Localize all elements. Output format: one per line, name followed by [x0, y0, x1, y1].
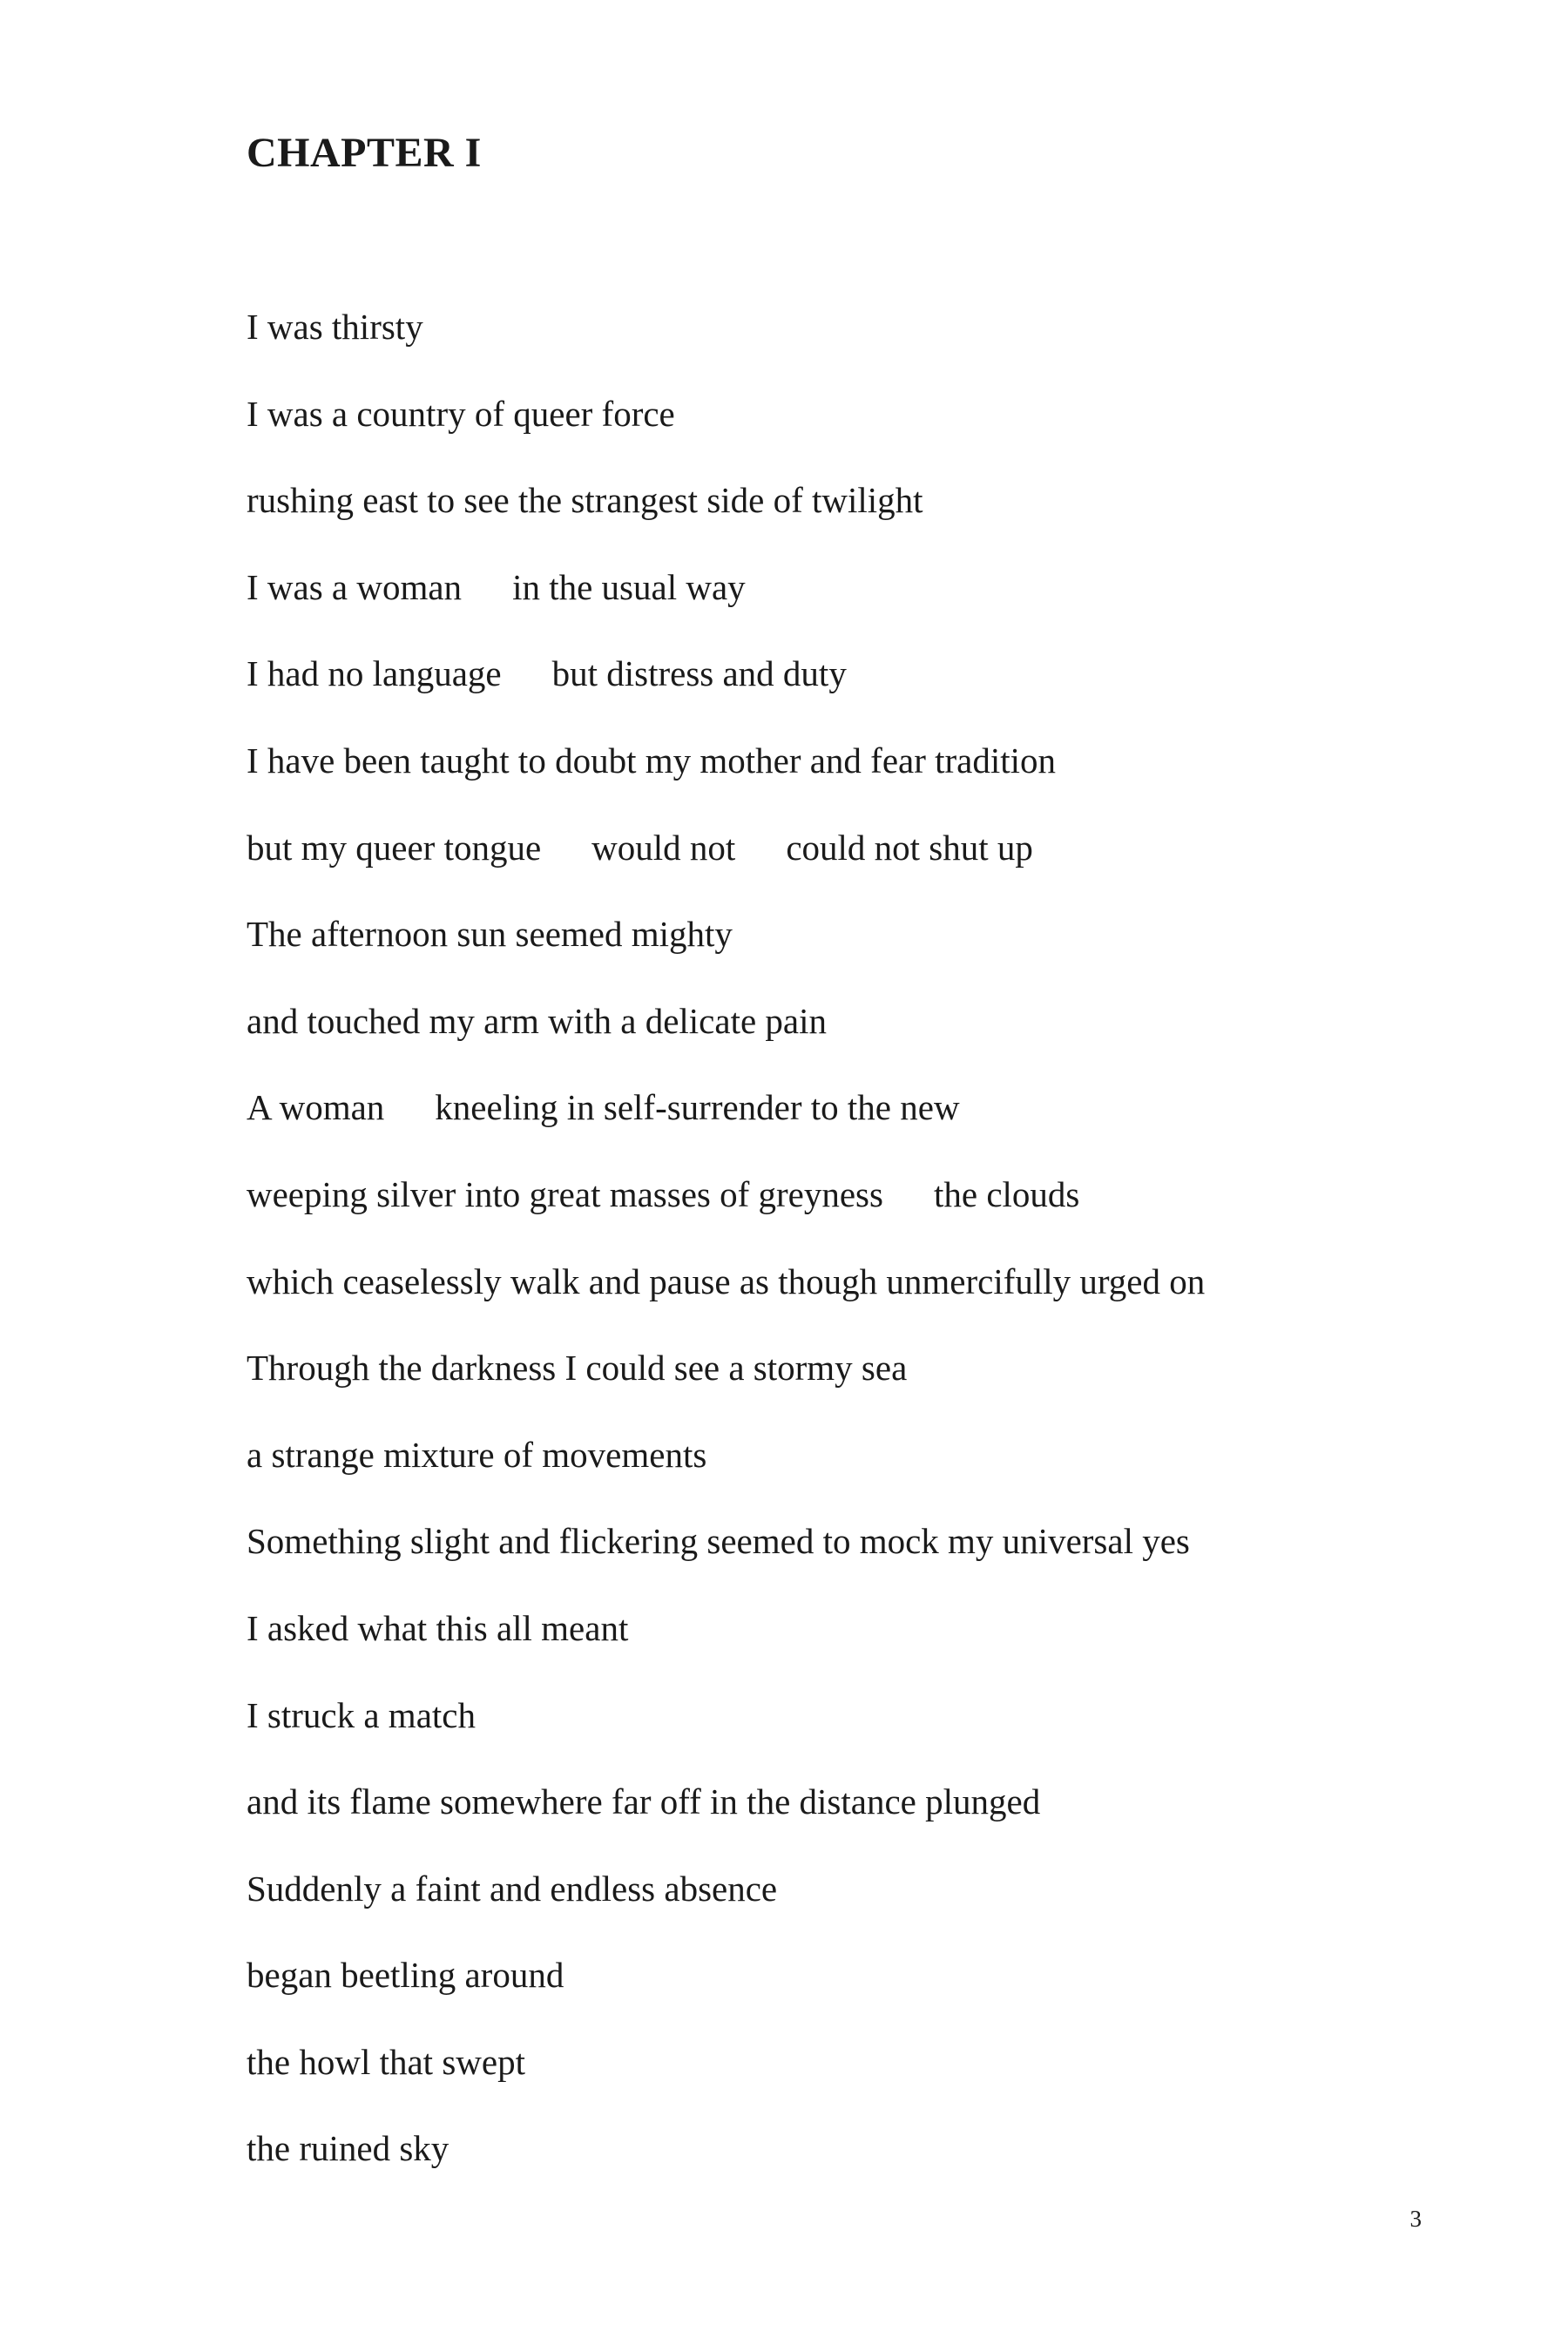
poem-line-segment: and its flame somewhere far off in the distance plunged: [247, 1781, 1041, 1822]
poem-line: [247, 1868, 1205, 1958]
poem-line-segment: I was a woman: [247, 566, 463, 607]
poem-line-segment: I asked what this all meant: [247, 1607, 629, 1648]
poem-line-segment: I struck a match: [247, 1694, 476, 1735]
poem-line-segment: Something slight and flickering seemed to mock my universal yes: [247, 1521, 1190, 1562]
poem-line-segment: A woman: [247, 1087, 385, 1128]
poem-line: [247, 653, 1205, 743]
poem-line: [247, 1260, 1206, 1351]
poem-line: [247, 309, 1205, 396]
poem-line-segment: and touched my arm with a delicate pain: [247, 1000, 828, 1041]
poem-line-segment: kneeling in self-surrender to the new: [435, 1087, 960, 1128]
poem-line: [247, 566, 1205, 657]
poem-line-segment: the howl that swept: [247, 2041, 525, 2082]
poem-line: [247, 1957, 1205, 2044]
poem-line-segment: I had no language: [247, 653, 502, 694]
poem-line-segment: in the usual way: [512, 566, 746, 607]
poem-line-segment: weeping silver into great masses of greyness: [247, 1173, 883, 1214]
poem-line-segment: I have been taught to doubt my mother and fear tradition: [247, 740, 1057, 781]
poem-line: [247, 1434, 1205, 1524]
chapter-title: CHAPTER I: [247, 130, 482, 176]
poem-line-segment: I was thirsty: [247, 307, 423, 347]
poem-line-segment: could not shut up: [786, 827, 1033, 868]
poem-line-segment: which ceaselessly walk and pause as though unmercifully urged on: [247, 1260, 1206, 1301]
poem-line: [247, 2128, 1205, 2218]
poem-line-segment: rushing east to see the strangest side of twilight: [247, 480, 923, 521]
poem-line: [247, 1521, 1205, 1611]
poem-line-segment: the clouds: [933, 1173, 1080, 1214]
poem-line: [247, 1173, 1205, 1264]
poem-line-segment: began beetling around: [247, 1955, 564, 1996]
poem-line-segment: The afternoon sun seemed mighty: [247, 914, 733, 955]
poem-line-segment: but my queer tongue: [247, 827, 542, 868]
page-number: 3: [1409, 2206, 1422, 2232]
poem-line: [247, 393, 1205, 483]
poem-line: [247, 1087, 1205, 1177]
poem-line-segment: I was a country of queer force: [247, 393, 675, 434]
poem-line-segment: the ruined sky: [247, 2128, 449, 2169]
poem-line: [247, 1694, 1205, 1785]
poem-line: [247, 827, 1205, 917]
poem-line: [247, 916, 1205, 1004]
poem-line: [247, 1000, 1205, 1091]
poem-line: [247, 1350, 1205, 1437]
poem-line: [247, 1781, 1205, 1871]
poem-line: [247, 1607, 1205, 1698]
poem-line-segment: Through the darkness I could see a stormy sea: [247, 1348, 908, 1389]
poem-line-segment: Suddenly a faint and endless absence: [247, 1868, 778, 1909]
poem-line: [247, 2041, 1205, 2132]
poem-line-segment: but distress and duty: [551, 653, 847, 694]
poem-line: [247, 740, 1205, 830]
poem-line: [247, 480, 1205, 570]
poem-line-segment: would not: [591, 827, 736, 868]
poem: [247, 309, 1205, 2218]
poem-line-segment: a strange mixture of movements: [247, 1434, 707, 1475]
